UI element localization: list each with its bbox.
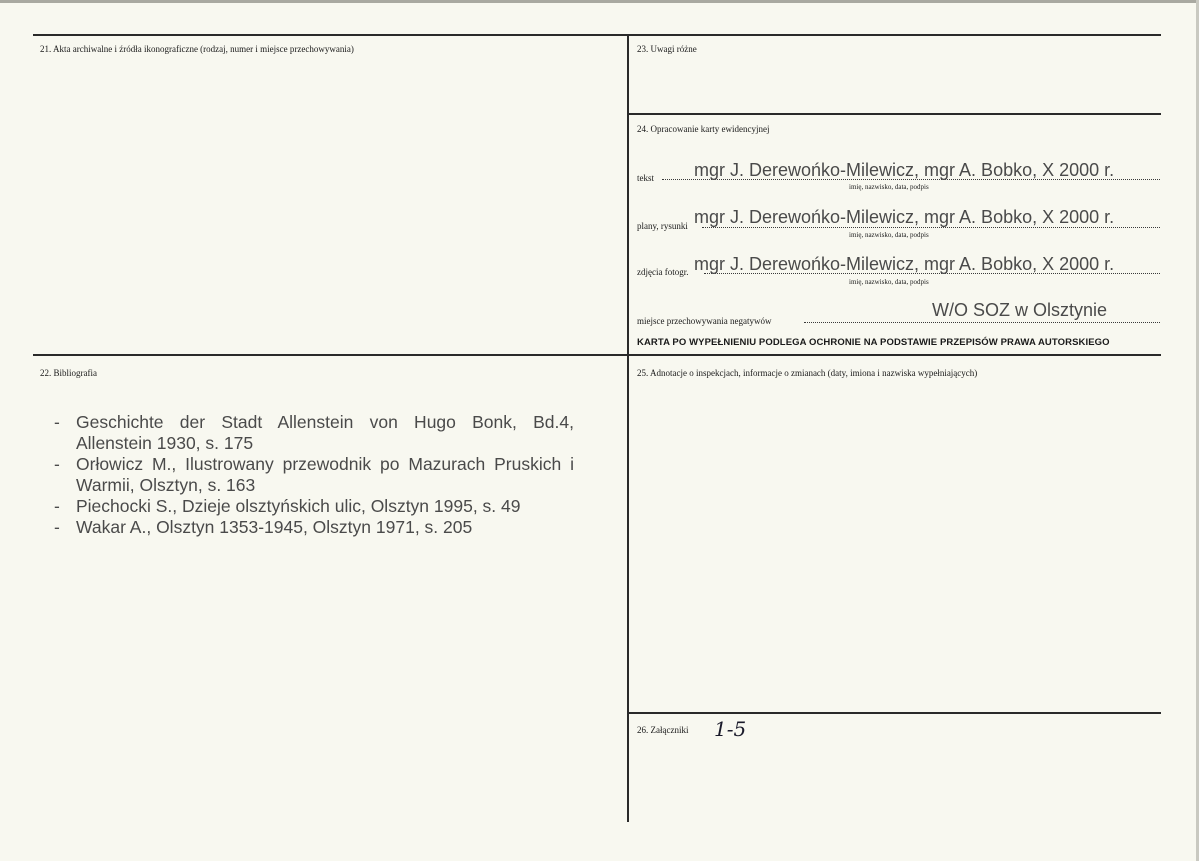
- bibliography-list: [54, 412, 574, 538]
- row-text-value: mgr J. Derewońko-Milewicz, mgr A. Bobko, X 2000 r.: [694, 160, 1115, 180]
- row-text-sub: imię, nazwisko, data, podpis: [849, 183, 929, 191]
- row-plans-label: plany, rysunki: [637, 221, 688, 231]
- bibliography-item: - Geschichte der Stadt Allenstein von Hugo Bonk, Bd.4, Allenstein 1930, s. 175: [54, 412, 574, 453]
- row-photos-label: zdjęcia fotogr.: [637, 267, 689, 277]
- rule-middle: [33, 354, 1161, 356]
- section-23-label: 23. Uwagi różne: [637, 44, 697, 54]
- section-26-label: 26. Załączniki: [637, 725, 689, 735]
- row-photos-sub: imię, nazwisko, data, podpis: [849, 278, 929, 286]
- attachments-handwritten-value: 1-5: [714, 717, 747, 741]
- bibliography-item: - Wakar A., Olsztyn 1353-1945, Olsztyn 1971, s. 205: [54, 517, 574, 538]
- bibliography-item-text: Piechocki S., Dzieje olsztyńskich ulic, Olsztyn 1995, s. 49: [76, 496, 521, 516]
- negatives-value: W/O SOZ w Olsztynie: [932, 300, 1108, 320]
- section-22-label: 22. Bibliografia: [40, 368, 97, 378]
- section-25-label: 25. Adnotacje o inspekcjach, informacje o zmianach (daty, imiona i nazwiska wypełniających): [637, 368, 978, 378]
- row-plans-value: mgr J. Derewońko-Milewicz, mgr A. Bobko, X 2000 r.: [694, 207, 1115, 227]
- rule-top: [33, 34, 1161, 36]
- section-24-label: 24. Opracowanie karty ewidencyjnej: [637, 124, 770, 134]
- bibliography-item-text: Geschichte der Stadt Allenstein von Hugo Bonk, Bd.4, Allenstein 1930, s. 175: [76, 412, 574, 453]
- row-plans-sub: imię, nazwisko, data, podpis: [849, 231, 929, 239]
- copyright-note: KARTA PO WYPEŁNIENIU PODLEGA OCHRONIE NA PODSTAWIE PRZEPISÓW PRAWA AUTORSKIEGO: [637, 337, 1110, 348]
- row-photos-value: mgr J. Derewońko-Milewicz, mgr A. Bobko, X 2000 r.: [694, 254, 1115, 274]
- bibliography-item-text: Wakar A., Olsztyn 1353-1945, Olsztyn 1971, s. 205: [76, 517, 473, 537]
- bibliography-item-text: Orłowicz M., Ilustrowany przewodnik po Mazurach Pruskich i Warmii, Olsztyn, s. 163: [76, 454, 574, 495]
- negatives-dots: [804, 322, 1160, 323]
- rule-vertical: [627, 34, 629, 822]
- section-21-label: 21. Akta archiwalne i źródła ikonograficzne (rodzaj, numer i miejsce przechowywania): [40, 44, 354, 54]
- negatives-label: miejsce przechowywania negatywów: [637, 316, 772, 326]
- rule-25-26: [627, 712, 1161, 714]
- row-text-label: tekst: [637, 173, 654, 183]
- bibliography-item: - Piechocki S., Dzieje olsztyńskich ulic, Olsztyn 1995, s. 49: [54, 496, 574, 517]
- scan-top-edge: [0, 0, 1199, 3]
- rule-23-24: [627, 113, 1161, 115]
- bibliography-item: - Orłowicz M., Ilustrowany przewodnik po Mazurach Pruskich i Warmii, Olsztyn, s. 163: [54, 454, 574, 495]
